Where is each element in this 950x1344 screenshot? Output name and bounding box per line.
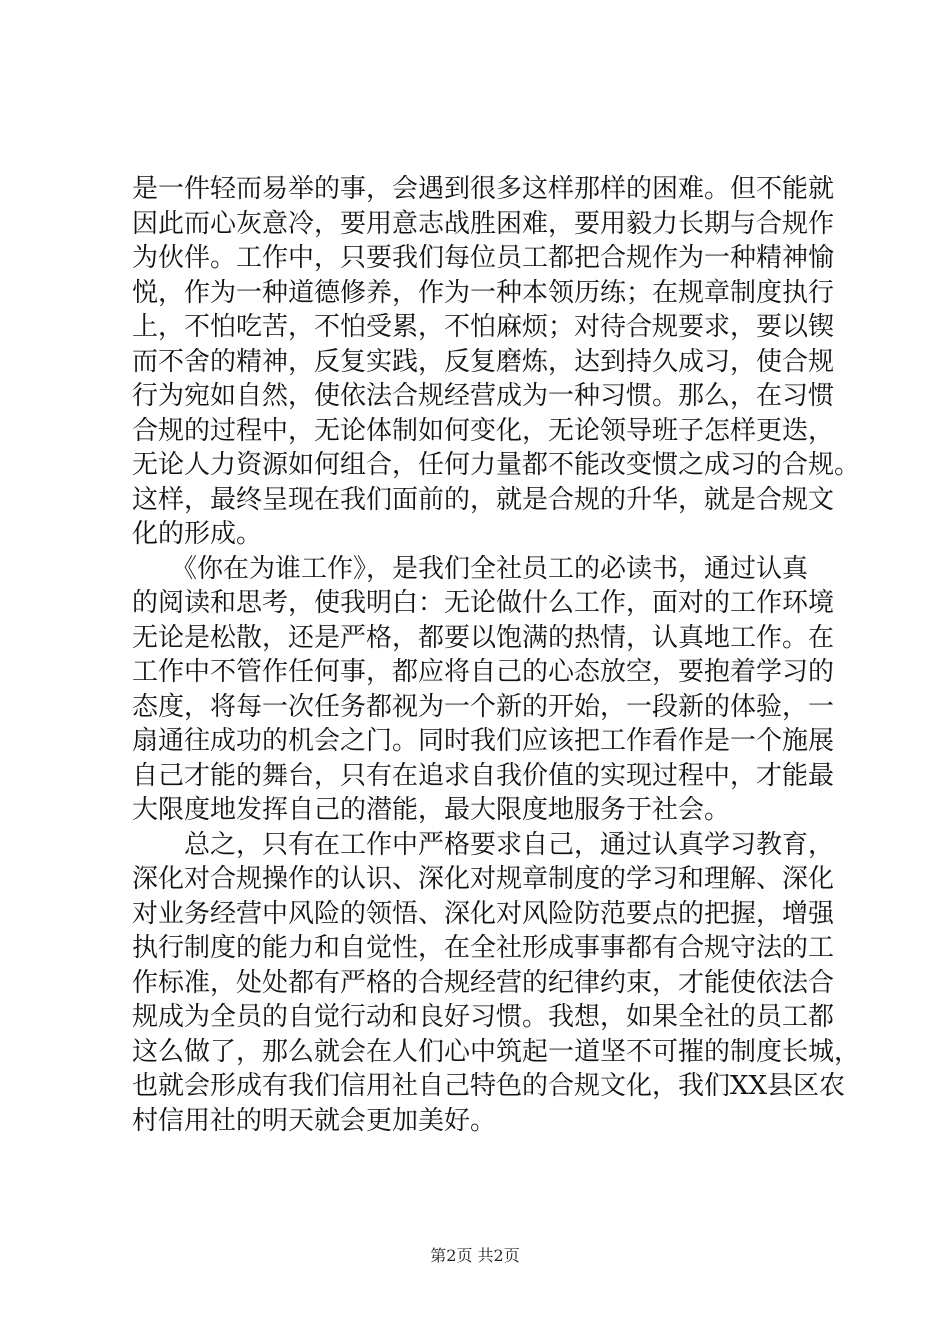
text-line: 合规的过程中，无论体制如何变化，无论领导班子怎样更迭， [132, 415, 835, 446]
text-line: 《你在为谁工作》，是我们全社员工的必读书，通过认真 [132, 553, 809, 584]
text-line: 化的形成。 [132, 519, 263, 549]
text-line: 执行制度的能力和自觉性，在全社形成事事都有合规守法的工 [132, 933, 835, 963]
text-line: 是一件轻而易举的事，会遇到很多这样那样的困难。但不能就 [132, 174, 835, 204]
text-line: 这么做了，那么就会在人们心中筑起一道坚不可摧的制度长城， [132, 1036, 861, 1067]
text-line: 无论是松散，还是严格，都要以饱满的热情，认真地工作。在 [132, 622, 835, 653]
text-line: 而不舍的精神，反复实践，反复磨炼，达到持久成习，使合规 [132, 346, 835, 377]
text-line: 大限度地发挥自己的潜能，最大限度地服务于社会。 [132, 795, 731, 825]
body-text [132, 172, 861, 1138]
text-line: 规成为全员的自觉行动和良好习惯。我想，如果全社的员工都 [132, 1002, 835, 1032]
text-line: 的阅读和思考，使我明白：无论做什么工作，面对的工作环境 [132, 588, 835, 618]
text-line: 态度，将每一次任务都视为一个新的开始，一段新的体验，一 [132, 691, 835, 722]
text-line: 无论人力资源如何组合，任何力量都不能改变惯之成习的合规。 [132, 450, 861, 480]
text-line: 自己才能的舞台，只有在追求自我价值的实现过程中，才能最 [132, 760, 835, 791]
page-number-label: 第2页 共2页 [430, 1246, 520, 1265]
text-line: 村信用社的明天就会更加美好。 [132, 1105, 497, 1136]
text-line: 因此而心灰意冷，要用意志战胜困难，要用毅力长期与合规作 [132, 208, 835, 239]
text-line: 扇通往成功的机会之门。同时我们应该把工作看作是一个施展 [132, 726, 835, 756]
text-line: 深化对合规操作的认识、深化对规章制度的学习和理解、深化 [132, 864, 835, 894]
text-line: 上，不怕吃苦，不怕受累，不怕麻烦；对待合规要求，要以锲 [132, 312, 835, 342]
text-line: 工作中不管作任何事，都应将自己的心态放空，要抱着学习的 [132, 657, 835, 687]
page-footer [0, 1243, 950, 1266]
text-line: 作标准，处处都有严格的合规经营的纪律约束，才能使依法合 [132, 967, 835, 998]
text-line: 对业务经营中风险的领悟、深化对风险防范要点的把握，增强 [132, 898, 835, 929]
text-line: 行为宛如自然，使依法合规经营成为一种习惯。那么，在习惯 [132, 381, 835, 411]
text-line: 总之，只有在工作中严格要求自己，通过认真学习教育， [132, 829, 835, 860]
text-line: 也就会形成有我们信用社自己特色的合规文化，我们XX县区农 [132, 1071, 846, 1101]
text-line: 这样，最终呈现在我们面前的，就是合规的升华，就是合规文 [132, 484, 835, 515]
text-line: 悦，作为一种道德修养，作为一种本领历练；在规章制度执行 [132, 277, 835, 308]
text-line: 为伙伴。工作中，只要我们每位员工都把合规作为一种精神愉 [132, 243, 835, 273]
